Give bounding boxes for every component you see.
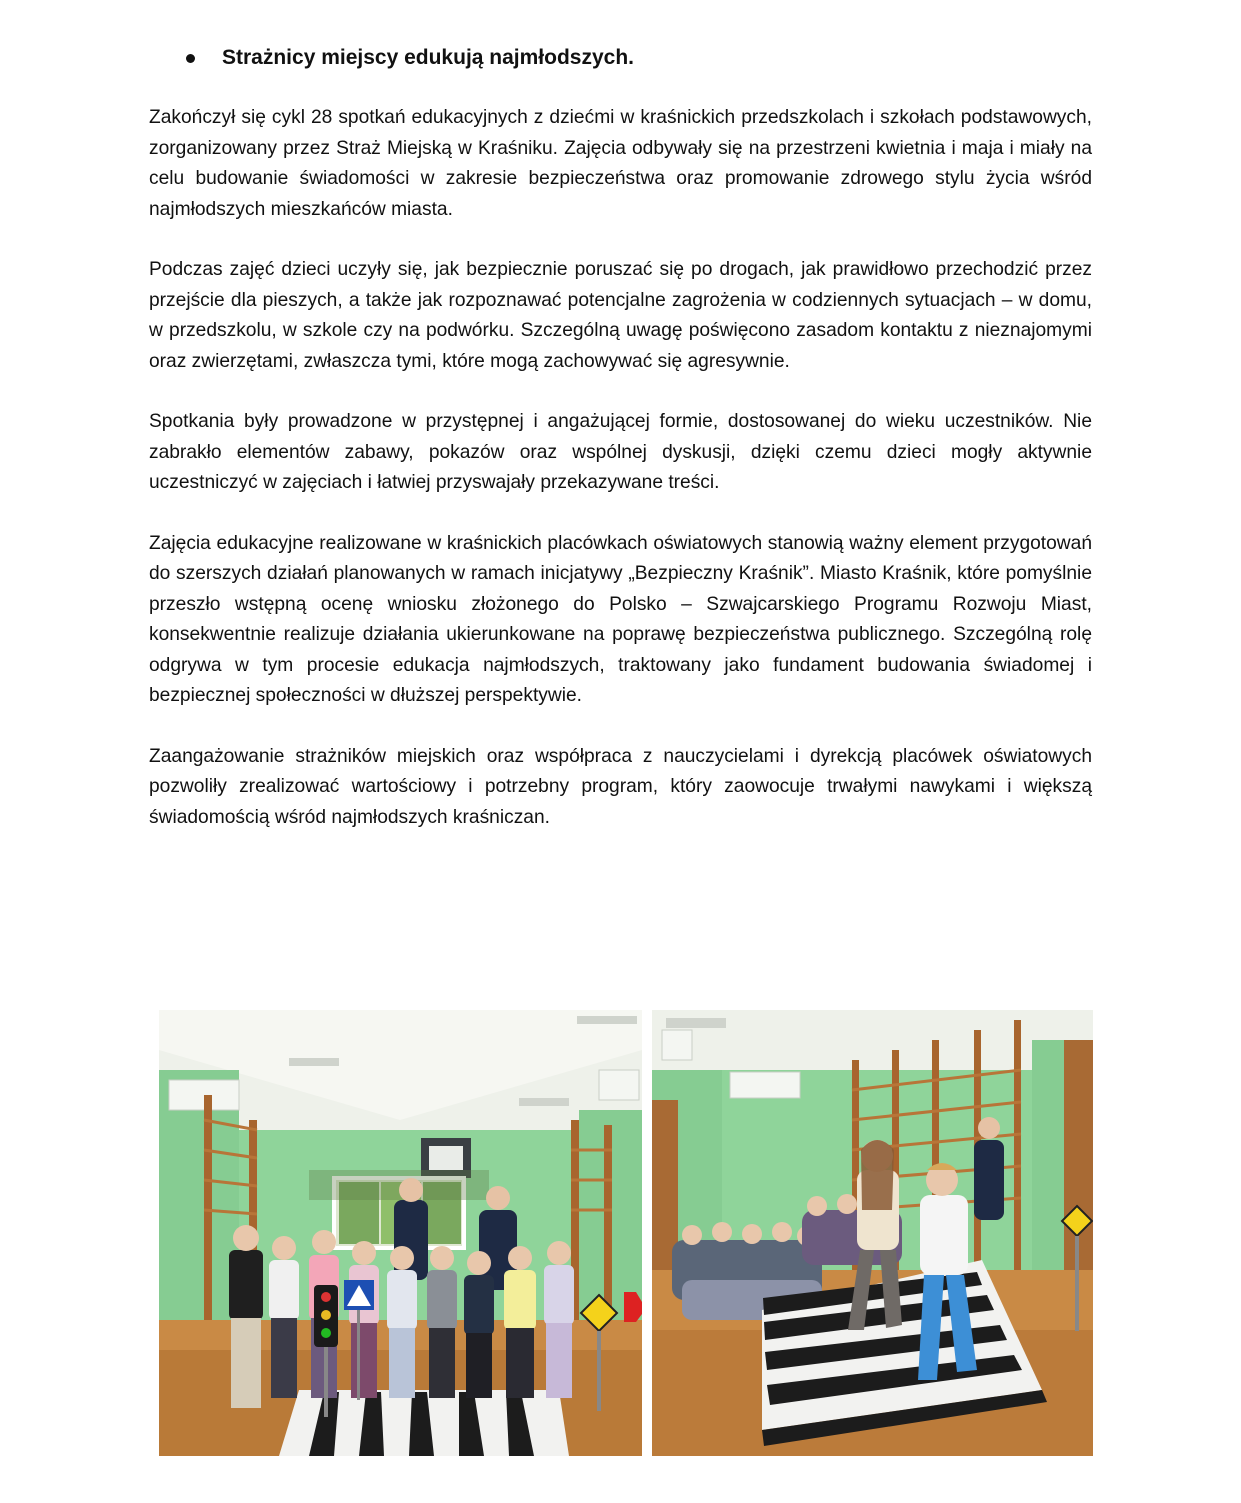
children-crossing-pedestrian-crossing-mat-photo	[652, 1010, 1093, 1456]
article-body	[149, 103, 1092, 863]
article-title: Strażnicy miejscy edukują najmłodszych.	[222, 46, 634, 69]
paragraph-3: Spotkania były prowadzone w przystępnej i angażującej formie, dostosowanej do wieku uczestników. Nie zabrakło elementów zabawy, pokazów oraz wspólnej dyskusji, dzięki czemu dzieci mogły aktywnie uczestniczyć w zajęciach i łatwiej przyswajały przekazywane treści.	[149, 411, 1092, 493]
crossing-photo	[652, 1010, 1093, 1456]
paragraph-4: Zajęcia edukacyjne realizowane w kraśnickich placówkach oświatowych stanowią ważny element przygotowań do szerszych działań planowanych w ramach inicjatywy „Bezpieczny Kraśnik”. Miasto Kraśnik, które pomyślnie przeszło wstępną ocenę wniosku złożonego do Polsko – Szwajcarskiego Programu Rozwoju Miast, konsekwentnie realizuje działania ukierunkowane na poprawę bezpieczeństwa publicznego. Szczególną rolę odgrywa w tym procesie edukacja najmłodszych, traktowany jako fundament budowania świadomej i bezpiecznej społeczności w dłuższej perspektywie.	[149, 532, 1092, 706]
bullet-dot-icon	[186, 54, 195, 63]
paragraph-1: Zakończył się cykl 28 spotkań edukacyjnych z dziećmi w kraśnickich przedszkolach i szkołach podstawowych, zorganizowany przez Straż Miejską w Kraśniku. Zajęcia odbywały się na przestrzeni kwietnia i maja i miały na celu budowanie świadomości w zakresie bezpieczeństwa oraz promowanie zdrowego stylu życia wśród najmłodszych mieszkańców miasta.	[149, 107, 1092, 220]
paragraph-2: Podczas zajęć dzieci uczyły się, jak bezpiecznie poruszać się po drogach, jak prawidłowo przechodzić przez przejście dla pieszych, a także jak rozpoznawać potencjalne zagrożenia w codziennych sytuacjach – w domu, w przedszkolu, w szkole czy na podwórku. Szczególną uwagę poświęcono zasadom kontaktu z nieznajomymi oraz zwierzętami, zwłaszcza tymi, które mogą zachowywać się agresywnie.	[149, 259, 1092, 372]
group-of-children-with-city-guards-in-gym-photo	[159, 1010, 642, 1456]
paragraph-5: Zaangażowanie strażników miejskich oraz współpraca z nauczycielami i dyrekcją placówek oświatowych pozwoliły zrealizować wartościowy i potrzebny program, który zaowocuje trwałymi nawykami i większą świadomością wśród najmłodszych kraśniczan.	[149, 745, 1092, 828]
group-photo	[159, 1010, 642, 1456]
article-heading	[186, 40, 1086, 76]
